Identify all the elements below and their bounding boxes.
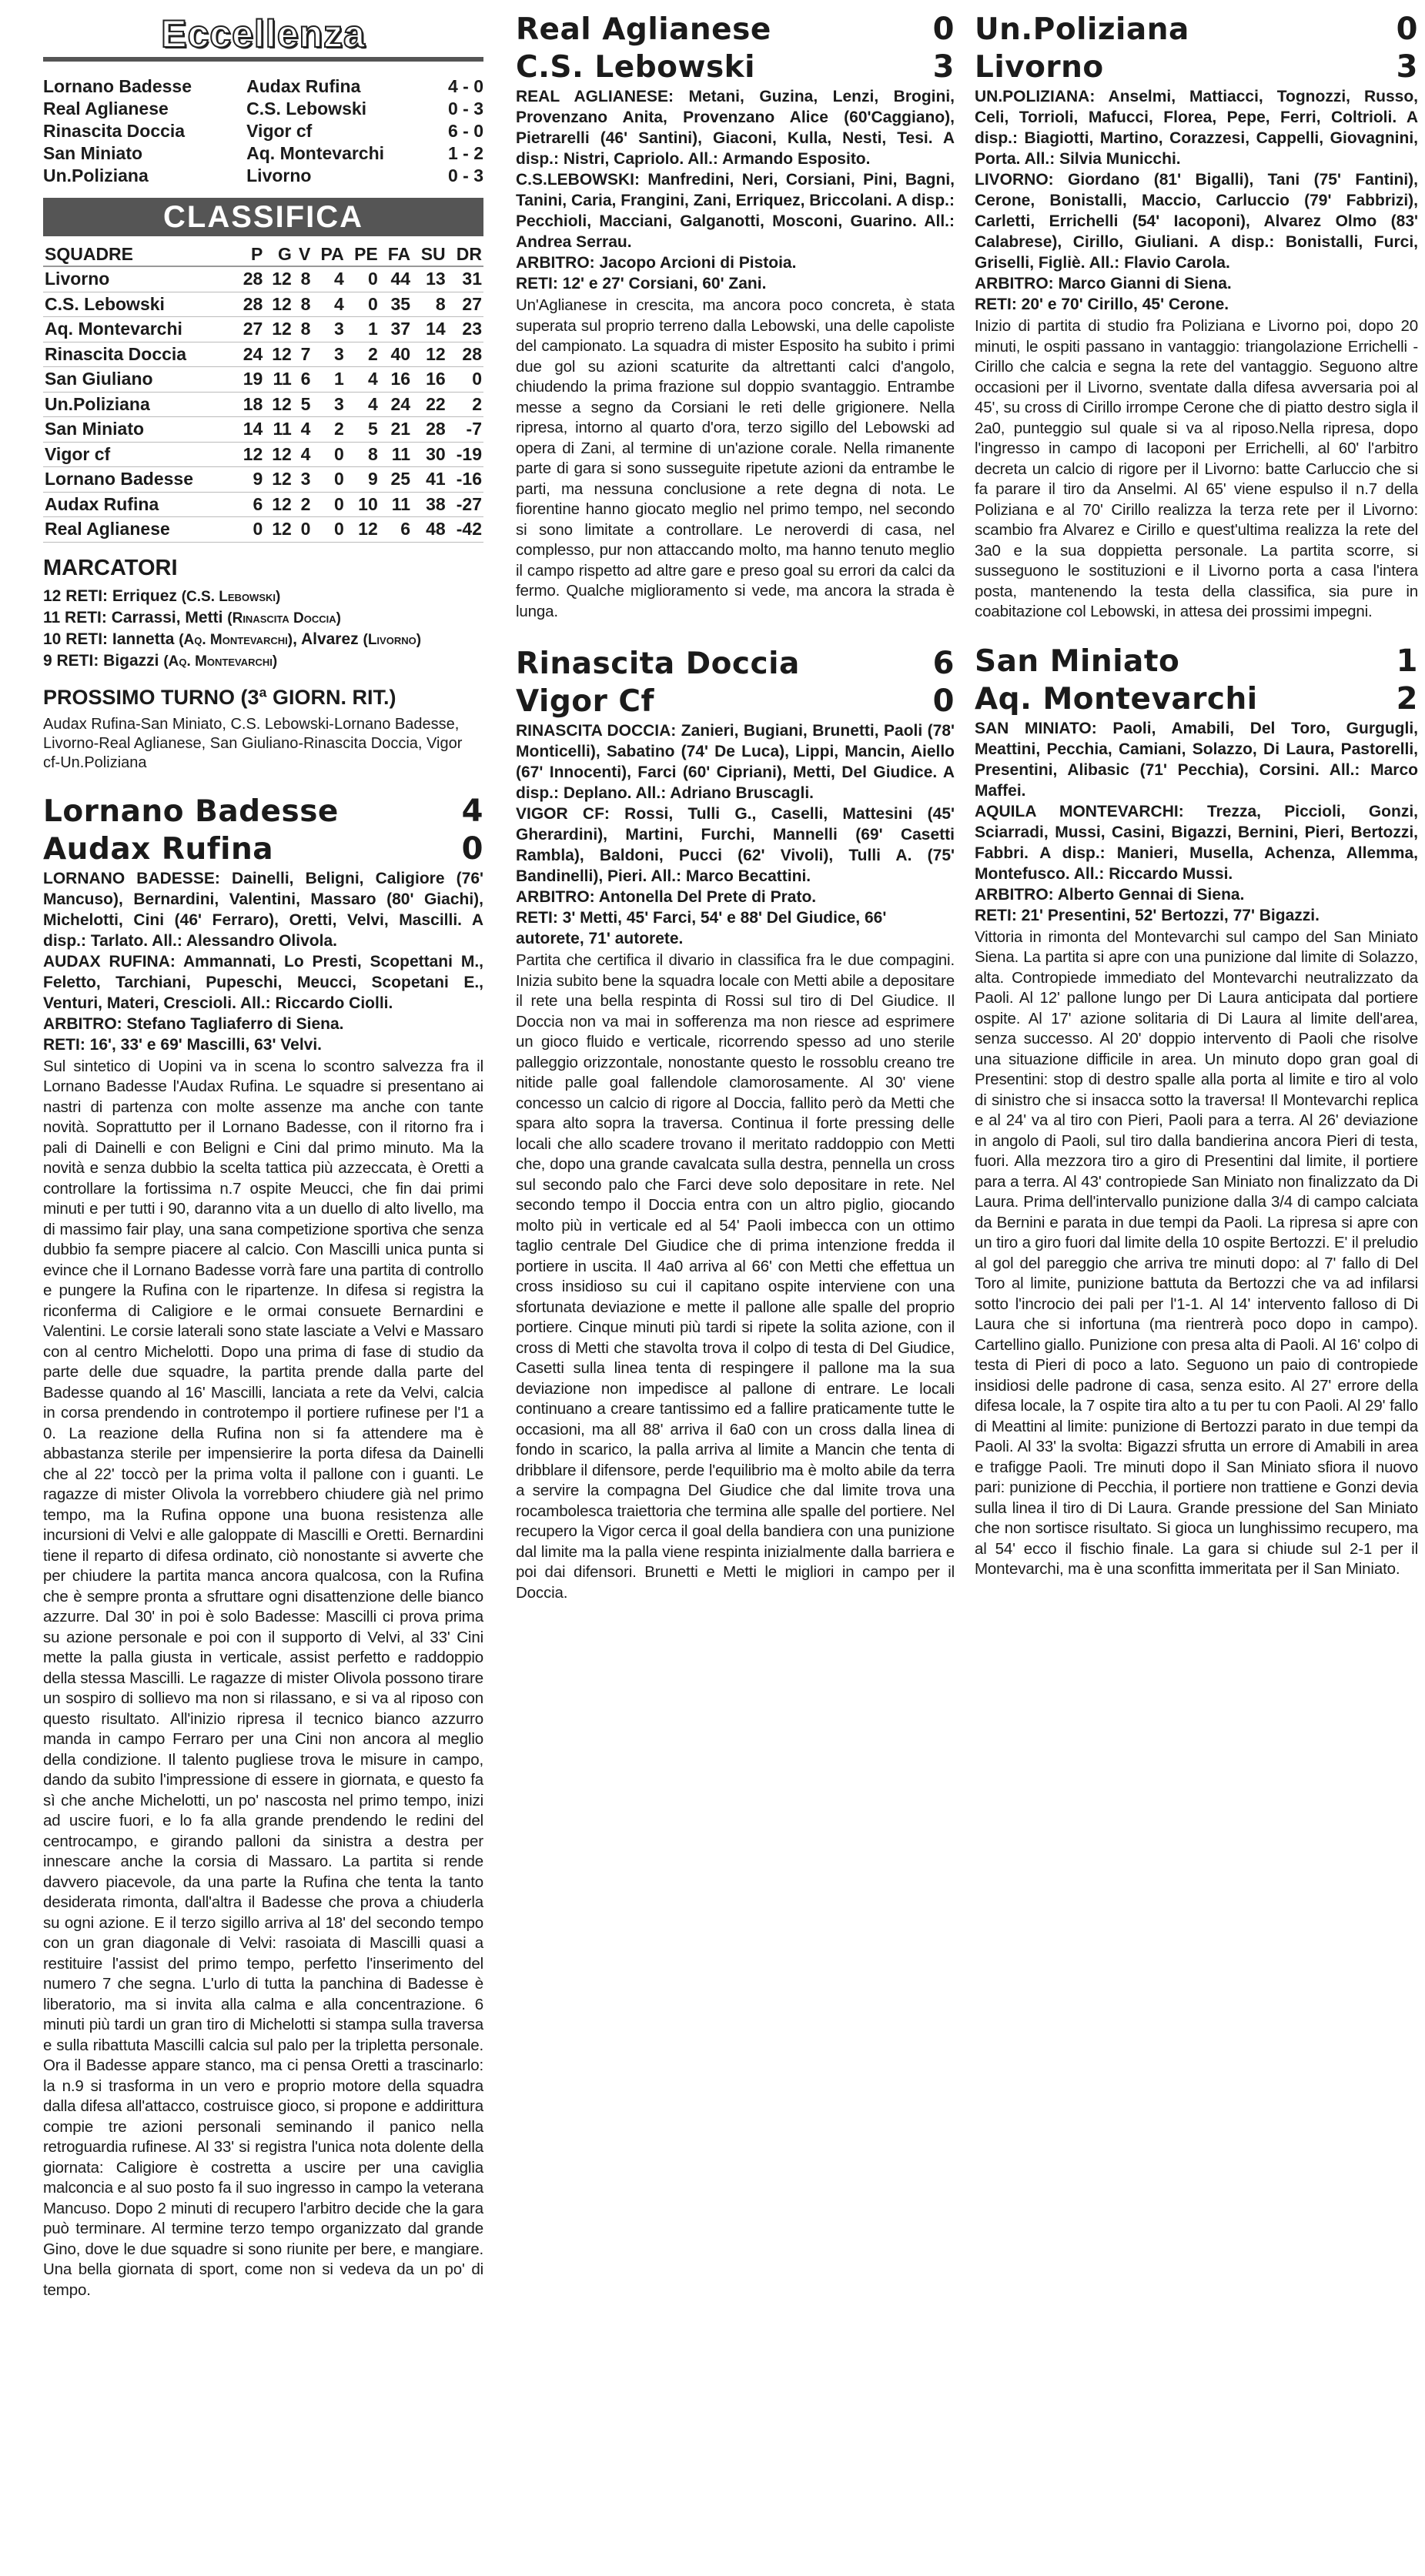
standings-cell: 8	[293, 292, 313, 317]
standings-cell: 28	[447, 342, 483, 367]
match-report: Sul sintetico di Uopini va in scena lo scontro salvezza fra il Lornano Badesse l'Audax Rufina. Le squadre si presentano ai nastri di partenza con molte assenze ma anche con tante novità. Soprattutto per il Lornano Badesse, con il ritorno fra i pali di Dainelli e con Beligni e Cini dal primo minuto. Ma la novità e senza dubbio la scelta tattica più azzeccata, è Oretti a controllare la fortissima n.7 ospite Meucci, che fin dai primi minuti e per tutti i 90, daranno vita a un duello di alto livello, ma di massimo fair play, una sana competizione sportiva che senza dubbio fa sempre piacere al calcio. Con Mascilli unica punta si evince che il Lornano Badesse vorrà fare una partita di controllo e pungere la Rufina con le ripartenze. In difesa si registra la riconferma di Caligiore e le ormai consuete Bernardini e Valentini. Le corsie laterali sono state lasciate a Velvi e Massaro con al centro Michelotti. Dopo una prima di fase di studio da parte delle due squadre, la partita prende dalla parte del Badesse quando al 16' Mascilli, lanciata a rete da Velvi, calcia in corsa prendendo in controtempo il portiere rufinese per l'1 a 0. La reazione della Rufina non si fa attendere ma è abbastanza sterile per impensierire la porta difesa da Dainelli che al 22' toccò per la prima volta il pallone con i guanti. Le ragazze di mister Olivola la vorrebbero chiudere già nel primo tempo, ma la Rufina oppone una buona resistenza alle incursioni di Velvi e alle galoppate di Mascilli e Oretti. Bernardini tiene il reparto di difesa ordinato, ciò nonostante si avverte che per chiudere la partita manca ancora qualcosa, con la Rufina che è sempre pronta a sfruttare ogni disattenzione delle bianco azzurre. Dal 30' in poi è solo Badesse: Mascilli ci prova prima su azione personale e poi con il supporto di Velvi, al 33' Cini mette la palla giusta in verticale, assist perfetto e raddoppio della stessa Mascilli. Le ragazze di mister Olivola possono tirare un sospiro di sollievo ma non si rilassano, e si va al riposo con questo risultato. All'inizio ripresa il tecnico bianco azzurro manda in campo Ferraro per una Cini non ancora al meglio della condizione. Il talento pugliese trova le misure in campo, dando da subito l'impressione di essere in giornata, e questo fa sì che anche Michelotti, un po' nascosta nel primo tempo, inizi ad uscire fuori, e lo fa alla grande prendendo le redini del centrocampo, e girando palloni da sinistra a destra per innescare anche la corsia di Massaro. La partita si rende davvero piacevole, da una parte la Rufina che tenta la tanto desiderata rimonta, dall'altra il Badesse che prova a chiuderla su ogni azione. E il terzo sigillo arriva al 18' del secondo tempo con un gran diagonale di Velvi: rasoiata di Mascilli quasi a restituire l'assist del primo tempo, perfetto l'inserimento del numero 7 che segna. L'urlo di tutta la panchina di Badesse è liberatorio, ma si invita alla calma e alla concentrazione. 6 minuti più tardi un gran tiro di Michelotti si stampa sulla traversa e sulla ribattuta Mascilli calcia sul palo per la tripletta personale. Ora il Badesse appare stanco, ma ci pensa Oretti a trascinarlo: la n.9 si trasforma in un vero e proprio motore della squadra dalla difesa all'attacco, costruisce gioco, si propone e addirittura compie tre azioni personali seminando il panico nella retroguardia rufinese. Al 33' si registra l'unica nota dolente della giornata: Caligiore è costretta a uscire per una caviglia malconcia e al suo posto fa il suo ingresso in campo la veterana Mancuso. Dopo 2 minuti di recupero l'arbitro decide che la gara può terminare. Al termine terzo tempo organizzato dal grande Gino, dove le due squadre si sono riunite per bere, e mangiare. Una bella giornata di sport, come non si vedeva da un po' di tempo.	[43, 1057, 483, 2299]
result-away-team: Vigor cf	[246, 121, 313, 141]
standings-header: V	[293, 242, 313, 266]
result-row	[43, 98, 483, 120]
match-away-team: Audax Rufina 0	[43, 830, 483, 867]
standings-cell: 41	[412, 467, 447, 493]
lineup-home: SAN MINIATO: Paoli, Amabili, Del Toro, Gurgugli, Meattini, Pecchia, Camiani, Solazzo, Di Laura, Pastorelli, Presentini, Alibasic (71' Pecchia), Corsini. All.: Marco Maffei.	[975, 719, 1418, 800]
result-row	[43, 120, 483, 142]
standings-cell: 21	[380, 417, 412, 443]
standings-cell: 5	[293, 392, 313, 417]
standings-cell: 44	[380, 266, 412, 292]
standings-cell: 28	[412, 417, 447, 443]
standings-cell: 12	[264, 317, 293, 342]
standings-cell: 28	[236, 292, 265, 317]
standings-cell: 12	[346, 517, 380, 543]
standings-cell: -19	[447, 442, 483, 467]
standings-cell: -16	[447, 467, 483, 493]
standings-cell: 0	[293, 517, 313, 543]
column-right	[975, 11, 1418, 1597]
match-sanminiato-montevarchi	[975, 643, 1418, 1580]
result-away-team: Aq. Montevarchi	[246, 143, 385, 163]
lineup-away: LIVORNO: Giordano (81' Bigalli), Tani (75' Fantini), Cerone, Bonistalli, Maccio, Carluccio (79' Fabbrizi), Carletti, Errichelli (54' Iacoponi), Alvarez Olmo (83' Calabrese), Cirillo, Giuliani. A disp.: Bonistalli, Furci, Griselli, Figliè. All.: Flavio Carola.	[975, 171, 1418, 272]
result-away-team: Audax Rufina	[246, 76, 361, 96]
scorer-line: 11 RETI: Carrassi, Metti (Rinascita Doccia)	[43, 608, 341, 626]
standings-cell: 7	[293, 342, 313, 367]
standings-cell: 2	[293, 492, 313, 517]
standings-cell: 27	[236, 317, 265, 342]
result-away-team: C.S. Lebowski	[246, 99, 367, 119]
standings-cell: 2	[447, 392, 483, 417]
standings-cell: 3	[312, 342, 345, 367]
standings-cell: 4	[293, 417, 313, 443]
result-score: 4 - 0	[447, 76, 483, 96]
standings-cell: 19	[236, 367, 265, 393]
scorers-list	[43, 586, 483, 672]
standings-cell: 24	[236, 342, 265, 367]
standings-cell: 38	[412, 492, 447, 517]
standings-cell: 8	[293, 317, 313, 342]
standings-cell: 31	[447, 266, 483, 292]
standings-row	[43, 517, 483, 543]
match-report: Inizio di partita di studio fra Poliziana e Livorno poi, dopo 20 minuti, le ospiti passano in vantaggio: triangolazione Errichelli - Cirillo che calcia e segna la rete del vantaggio. Seguono altre occasioni per il Livorno, sventate dalla difesa avversaria poi al 45', su cross di Cirillo irrompe Cerone che di piatto destro sigla il 2a0, punteggio sul quale si va al riposo.Nella ripresa, dopo l'ingresso in campo di Iacoponi per Errichelli, al 60' l'arbitro decreta un calcio di rigore per il Livorno: batte Carluccio che si fa parare il tiro da Anselmi. Al 65' viene espulso il n.7 della Poliziana e al 70' Cirillo realizza la terza rete per il Livorno: scambio fra Alvarez e Cirillo e quest'ultima realizza la rete del 3a0 e la sua doppietta personale. La partita scorre, si susseguono le sostituzioni e il Livorno porta a casa l'intera posta, mantenendo la testa della classifica, sia pure in coabitazione col Lebowski, in attesa dei prossimi impegni.	[975, 317, 1418, 620]
result-home-team: Un.Poliziana	[43, 165, 149, 185]
away-score: 3	[1396, 49, 1418, 85]
standings-header: G	[264, 242, 293, 266]
standings-cell: 12	[264, 292, 293, 317]
standings-cell: 0	[346, 292, 380, 317]
standings-cell: 14	[412, 317, 447, 342]
home-score: 6	[932, 646, 955, 681]
standings-cell: 4	[312, 292, 345, 317]
scorer-line: 12 RETI: Erriquez (C.S. Lebowski)	[43, 586, 281, 605]
standings-cell: 0	[346, 266, 380, 292]
standings-cell: 9	[236, 467, 265, 493]
standings-row	[43, 492, 483, 517]
standings-cell: 3	[312, 317, 345, 342]
standings-cell: 16	[380, 367, 412, 393]
standings-cell: 8	[293, 266, 313, 292]
standings-cell: 14	[236, 417, 265, 443]
lineup-home: RINASCITA DOCCIA: Zanieri, Bugiani, Brunetti, Paoli (78' Monticelli), Sabatino (74' De Luca), Lippi, Mancin, Aiello (67' Innocenti), Farci (60' Cipriani), Metti, Del Giudice. A disp.: Deplano. All.: Adriano Bruscagli.	[516, 722, 955, 802]
goals: RETI: 20' e 70' Cirillo, 45' Cerone.	[975, 296, 1229, 313]
result-score: 1 - 2	[447, 143, 483, 163]
standings-cell: 12	[264, 342, 293, 367]
result-home-team: Rinascita Doccia	[43, 121, 186, 141]
referee: ARBITRO: Marco Gianni di Siena.	[975, 275, 1232, 292]
match-doccia-vigor	[516, 645, 955, 1603]
standings-header: SU	[412, 242, 447, 266]
column-middle	[516, 11, 955, 1620]
standings-cell: 13	[412, 266, 447, 292]
result-away-team: Livorno	[246, 165, 312, 185]
standings-cell: 4	[346, 367, 380, 393]
result-score: 6 - 0	[447, 121, 483, 141]
lineup-away: AQUILA MONTEVARCHI: Trezza, Piccioli, Gonzi, Sciarradi, Mussi, Casini, Bigazzi, Bernini, Pieri, Bertozzi, Fabbri. A disp.: Manieri, Musella, Achenza, Allemma, Montefusco. All.: Riccardo Mussi.	[975, 802, 1418, 883]
standings-cell: 12	[264, 492, 293, 517]
home-score: 1	[1396, 643, 1418, 679]
match-away-team: C.S. Lebowski 3	[516, 49, 955, 85]
standings-row	[43, 292, 483, 317]
standings-cell: 4	[293, 442, 313, 467]
standings-cell: 0	[447, 367, 483, 393]
standings-cell: 11	[380, 442, 412, 467]
standings-cell: 28	[236, 266, 265, 292]
standings-cell: -27	[447, 492, 483, 517]
standings-cell: 25	[380, 467, 412, 493]
standings-cell: 40	[380, 342, 412, 367]
result-row	[43, 165, 483, 187]
standings-row	[43, 467, 483, 493]
result-row	[43, 75, 483, 98]
standings-header: SQUADRE	[43, 242, 236, 266]
standings-cell: 5	[346, 417, 380, 443]
result-score: 0 - 3	[447, 165, 483, 185]
standings-cell: 12	[236, 442, 265, 467]
league-title: Eccellenza	[43, 11, 483, 62]
scorer-line: 10 RETI: Iannetta (Aq. Montevarchi), Alvarez (Livorno)	[43, 630, 422, 648]
standings-table	[43, 242, 483, 543]
lineup-home: LORNANO BADESSE: Dainelli, Beligni, Caligiore (76' Mancuso), Bernardini, Valentini, Massaro (80' Giachi), Michelotti, Cini (46' Ferraro), Oretti, Velvi, Mascilli. A disp.: Tarlato. All.: Alessandro Olivola.	[43, 869, 483, 950]
standings-row	[43, 342, 483, 367]
standings-team: Un.Poliziana	[43, 392, 236, 417]
standings-title: CLASSIFICA	[43, 198, 483, 236]
standings-team: Livorno	[43, 266, 236, 292]
standings-header: PA	[312, 242, 345, 266]
lineup-home: REAL AGLIANESE: Metani, Guzina, Lenzi, Brogini, Provenzano Anita, Provenzano Alice (60'Caggiano), Pietrarelli (46' Santini), Giaconi, Kulla, Nesti, Tesi. A disp.: Nistri, Capriolo. All.: Armando Esposito.	[516, 88, 955, 168]
match-home-team: Lornano Badesse 4	[43, 793, 483, 829]
standings-cell: 8	[346, 442, 380, 467]
standings-cell: -42	[447, 517, 483, 543]
standings-cell: -7	[447, 417, 483, 443]
lineup-home: UN.POLIZIANA: Anselmi, Mattiacci, Tognozzi, Russo, Celi, Torrioli, Mafucci, Florea, Pepe, Ferri, Coltrioli. A disp.: Biagiotti, Martino, Corazzesi, Cappelli, Giovagnini, Porta. All.: Silvia Municchi.	[975, 88, 1418, 168]
standings-cell: 11	[264, 367, 293, 393]
result-score: 0 - 3	[447, 99, 483, 119]
standings-cell: 48	[412, 517, 447, 543]
standings-cell: 0	[312, 517, 345, 543]
match-home-team: Real Aglianese 0	[516, 12, 955, 47]
match-report: Un'Aglianese in crescita, ma ancora poco concreta, è stata superata sul proprio terreno dalla Lebowski, una delle capoliste del campionato. La squadra di mister Esposito ha subito i primi due gol su azioni scaturite da altrettanti calci d'angolo, chiudendo la prima frazione sul doppio svantaggio. Entrambe messe a segno da Corsiani le reti delle grigionere. Nella ripresa, intorno al quarto d'ora, terzo sigillo del Lebowski ad opera di Zani, al termine di un'azione corale. Nella rimanente parte di gara si sono susseguite ripetute azioni da entrambe le parti, ma nessuna conclusione a rete degna di nota. Le fiorentine hanno giocato meglio nel primo tempo, nel secondo si sono limitate a controllare. Le neroverdi di casa, nel complesso, pur non attaccando molto, ma hanno tenuto meglio il campo rispetto ad altre gare e preso goal su errori da calci da fermo. Qualche miglioramento si vede, ma ancora la strada è lunga.	[516, 296, 955, 620]
lineup-away: AUDAX RUFINA: Ammannati, Lo Presti, Scopettani M., Feletto, Tarchiani, Pupeschi, Meucci, Scopetani E., Venturi, Materi, Crescioli. All.: Riccardo Ciolli.	[43, 952, 483, 1012]
match-away-team: Aq. Montevarchi 2	[975, 680, 1418, 717]
next-round-title: PROSSIMO TURNO (3ª GIORN. RIT.)	[43, 685, 396, 709]
referee: ARBITRO: Antonella Del Prete di Prato.	[516, 888, 817, 906]
standings-cell: 2	[346, 342, 380, 367]
standings-cell: 35	[380, 292, 412, 317]
standings-cell: 1	[312, 367, 345, 393]
standings-header: P	[236, 242, 265, 266]
standings-team: C.S. Lebowski	[43, 292, 236, 317]
standings-row	[43, 392, 483, 417]
standings-cell: 12	[412, 342, 447, 367]
standings-header: FA	[380, 242, 412, 266]
match-home-team: Rinascita Doccia 6	[516, 646, 955, 681]
lineup-away: VIGOR CF: Rossi, Tulli G., Caselli, Mattesini (45' Gherardini), Martini, Furchi, Mannelli (69' Casetti Rambla), Baldoni, Pucci (62' Vivoli), Tulli A. (75' Bandinelli), Pieri. All.: Marco Becattini.	[516, 805, 955, 885]
home-score: 0	[932, 12, 955, 47]
result-home-team: San Miniato	[43, 143, 143, 163]
away-score: 0	[461, 830, 483, 867]
standings-cell: 12	[264, 442, 293, 467]
result-home-team: Lornano Badesse	[43, 76, 192, 96]
referee: ARBITRO: Jacopo Arcioni di Pistoia.	[516, 254, 797, 272]
match-away-team: Vigor Cf 0	[516, 683, 955, 719]
standings-team: Aq. Montevarchi	[43, 317, 236, 342]
standings-cell: 0	[236, 517, 265, 543]
match-home-team: San Miniato 1	[975, 643, 1418, 679]
standings-cell: 3	[293, 467, 313, 493]
standings-cell: 6	[236, 492, 265, 517]
goals: RETI: 21' Presentini, 52' Bertozzi, 77' Bigazzi.	[975, 906, 1320, 924]
next-round-fixtures: Audax Rufina-San Miniato, C.S. Lebowski-Lornano Badesse, Livorno-Real Aglianese, San Giuliano-Rinascita Doccia, Vigor cf-Un.Poliziana	[43, 715, 463, 771]
result-row	[43, 142, 483, 165]
standings-cell: 12	[264, 392, 293, 417]
standings-header: DR	[447, 242, 483, 266]
standings-cell: 8	[412, 292, 447, 317]
standings-row	[43, 317, 483, 342]
standings-team: Real Aglianese	[43, 517, 236, 543]
standings-team: Lornano Badesse	[43, 467, 236, 493]
standings-row	[43, 367, 483, 393]
standings-row	[43, 442, 483, 467]
lineup-away: C.S.LEBOWSKI: Manfredini, Neri, Corsiani, Pini, Bagni, Tanini, Caria, Frangini, Zani, Erriquez, Briccolani. A disp.: Pecchioli, Macciani, Galganotti, Mosconi, Guarino. All.: Andrea Serrau.	[516, 171, 955, 251]
standings-cell: 12	[264, 517, 293, 543]
results-table	[43, 75, 483, 187]
standings-cell: 0	[312, 442, 345, 467]
standings-team: San Giuliano	[43, 367, 236, 393]
standings-team: Vigor cf	[43, 442, 236, 467]
scorer-line: 9 RETI: Bigazzi (Aq. Montevarchi)	[43, 651, 278, 670]
standings-team: Rinascita Doccia	[43, 342, 236, 367]
match-away-team: Livorno 3	[975, 49, 1418, 85]
away-score: 2	[1396, 680, 1418, 717]
home-score: 0	[1396, 12, 1418, 47]
standings-cell: 0	[312, 492, 345, 517]
standings-cell: 2	[312, 417, 345, 443]
result-home-team: Real Aglianese	[43, 99, 169, 119]
standings-team: Audax Rufina	[43, 492, 236, 517]
standings-cell: 6	[380, 517, 412, 543]
standings-cell: 37	[380, 317, 412, 342]
standings-cell: 24	[380, 392, 412, 417]
standings-header: PE	[346, 242, 380, 266]
referee: ARBITRO: Alberto Gennai di Siena.	[975, 885, 1245, 904]
standings-team: San Miniato	[43, 417, 236, 443]
home-score: 4	[461, 793, 483, 829]
away-score: 0	[932, 683, 955, 719]
standings-cell: 4	[346, 392, 380, 417]
standings-cell: 16	[412, 367, 447, 393]
standings-cell: 11	[264, 417, 293, 443]
away-score: 3	[932, 49, 955, 85]
match-lornano-audax	[43, 793, 483, 2301]
standings-cell: 3	[312, 392, 345, 417]
column-left	[43, 11, 483, 2317]
standings-cell: 18	[236, 392, 265, 417]
standings-cell: 11	[380, 492, 412, 517]
goals: RETI: 3' Metti, 45' Farci, 54' e 88' Del Giudice, 66' autorete, 71' autorete.	[516, 909, 887, 947]
standings-row	[43, 417, 483, 443]
standings-cell: 4	[312, 266, 345, 292]
standings-cell: 27	[447, 292, 483, 317]
match-report: Vittoria in rimonta del Montevarchi sul campo del San Miniato Siena. La partita si apre con una punizione dal limite di Solazzo, alta. Contropiede immediato del Montevarchi neutralizzato da Paoli. Al 12' pallone lungo per Di Laura anticipata dal portiere ospite. Al 17' azione solitaria di Di Laura al limite dell'area, senza successo. Al 20' doppio intervento di Paoli che risolve una situazione difficile in area. Un minuto dopo gran goal di Presentini: stop di destro spalle alla porta al limite e tiro al volo di sinistro che si insacca sotto la traversa! Il Montevarchi replica e al 24' va al tiro con Pieri, Paoli para a terra. Al 26' deviazione in angolo di Paoli, sul tiro dalla bandierina ancora Pieri di testa, fuori. Alla mezzora tiro a giro di Presentini dal limite, il portiere para a terra. Al 43' contropiede San Miniato non finalizzato da Di Laura. Prima dell'intervallo punizione dalla 3/4 di campo calciata da Bernini e parata in due tempi da Paoli. La ripresa si apre con un tiro a giro fuori dal limite della 10 ospite Bertozzi. E' il preludio al gol del pareggio che arriva tre minuti dopo: al 7' fallo di Del Toro al limite, punizione battuta da Bertozzi che va ad infilarsi sotto l'incrocio dei pali per l'1-1. Al 14' intervento falloso di Di Laura che si infortuna (ma rientrerà poco dopo in campo). Cartellino giallo. Punizione con presa alta di Paoli. Al 16' colpo di testa di Pieri di poco a lato. Seguono un paio di contropiede insidiosi delle padrone di casa, senza esito. Al 27' errore della difesa locale, la 7 ospite tira alto a tu per tu con Paoli. Al 29' fallo di Meattini al limite: punizione di Bertozzi parato in due tempi da Paoli. Al 33' la svolta: Bigazzi sfrutta un errore di Amabili in area e trafigge Paoli. Tre minuti dopo il San Miniato sfiora il nuovo pari: punizione di Pecchia, il portiere non trattiene e Gonzi devia sulla linea il tiro di Di Laura. Grande pressione del San Miniato che non sortisce risultato. Si gioca un lunghissimo recupero, ma al 54' ecco il fischio finale. La gara si chiude sul 2-1 per il Montevarchi, ma è una sconfitta immeritata per il San Miniato.	[975, 927, 1418, 1578]
standings-cell: 22	[412, 392, 447, 417]
referee: ARBITRO: Stefano Tagliaferro di Siena.	[43, 1014, 344, 1033]
standings-cell: 12	[264, 266, 293, 292]
standings-cell: 30	[412, 442, 447, 467]
match-report: Partita che certifica il divario in classifica fra le due compagini. Inizia subito bene la squadra locale con Metti abile a depositare il rete una bella respinta di Rossi sul tiro di Del Giudice. Il Doccia non va mai in sofferenza ma non riesce ad esprimere un gioco fluido e verticale, ricorrendo spesso ad uno sterile palleggio orizzontale, nonostante questo le rossoblu creano tre nitide palle goal fallendole clamorosamente. Al 30' viene concesso un calcio di rigore al Doccia, fallito però da Metti che spara alto sopra la traversa. Continua il forte pressing delle locali che allo scadere trovano il meritato raddoppio con Metti che, dopo una grande cavalcata sulla destra, pennella un cross sul secondo palo che Farci deve solo depositare in rete. Nel secondo tempo il Doccia entra con un altro piglio, giocando molto più in verticale ed al 54' Paoli imbecca con un ottimo taglio centrale Del Giudice che di prima intenzione fredda il portiere in uscita. Il 4a0 arriva al 66' con Metti che effettua un cross insidioso su cui il capitano ospite interviene con una sfortunata deviazione e mette il pallone alle spalle del proprio portiere. Cinque minuti più tardi si ripete la solita azione, con il cross di Metti che stavolta trova il colpo di testa di Del Giudice, Casetti sulla linea tenta di respingere il pallone ma la sua deviazione non impedisce al pallone di entrare. Le locali continuano a creare tantissimo ed a fallire praticamente tutte le occasioni, ma all 88' arriva il 6a0 con un cross dalla linea di fondo in scarico, la palla arriva al limite a Mancin che tenta di dribblare il difensore, perde l'equilibrio ma è molto abile da terra a servire la compagna Del Giudice che dal limite trova una rocambolesca traiettoria che termina alle spalle del portiere. Nel recupero la Vigor cerca il goal della bandiera con una punizione dal limite ma la palla viene respinta inizialmente dalla barriera e poi dai difensori. Brunetti e Metti le migliori in campo per il Doccia.	[516, 951, 955, 1602]
standings-cell: 9	[346, 467, 380, 493]
goals: RETI: 16', 33' e 69' Mascilli, 63' Velvi.	[43, 1035, 323, 1054]
standings-cell: 10	[346, 492, 380, 517]
scorers-title: MARCATORI	[43, 555, 178, 580]
standings-cell: 23	[447, 317, 483, 342]
standings-cell: 1	[346, 317, 380, 342]
standings-cell: 12	[264, 467, 293, 493]
match-home-team: Un.Poliziana 0	[975, 12, 1418, 47]
goals: RETI: 12' e 27' Corsiani, 60' Zani.	[516, 275, 767, 292]
standings-cell: 6	[293, 367, 313, 393]
standings-cell: 0	[312, 467, 345, 493]
standings-row	[43, 266, 483, 292]
match-aglianese-lebowski	[516, 11, 955, 622]
match-poliziana-livorno	[975, 11, 1418, 623]
